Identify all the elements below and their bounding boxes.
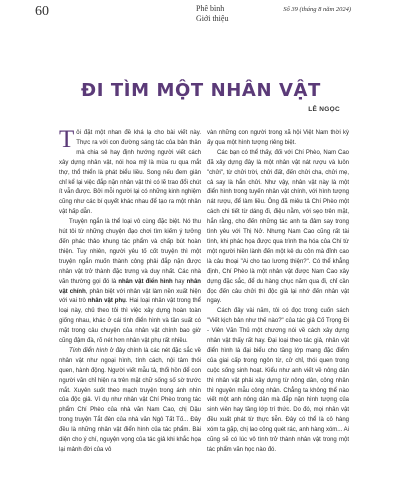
section-line-2: Giới thiệu xyxy=(196,14,229,23)
paragraph: Các bạn có thể thấy, đối với Chí Phèo, Nam Cao đã xây dựng đây là một nhân vật nát rượu và luôn "chửi", từ chửi trời, chửi đất, đến chửi cha, chửi mẹ, cả say là hắn chửi. Như vậy, nhân vật này là một điển hình trong tuyến nhân vật chính, với hình tượng nát rượu, để làm liều. Ông đã miêu tả Chí Phèo một cách chi tiết từ dáng đi, điệu nằm, với sẹo trên mặt, hắn rằng, cho đến những tác anh ta đâm say trong tình yêu với Thị Nở. Nhưng Nam Cao cũng rất tài tình, khi phác họa được qua trình tha hóa của Chí từ một người hiền lành đến một kẻ du côn mà đỉnh cao là câu thoại "Ai cho tao lương thiện?". Có thể khẳng định, Chí Phèo là một nhân vật được Nam Cao xây dựng đặc sắc, để du hàng chục năm qua đi, chỉ cần đọc đến câu chửi thì độc giả lại nhớ đến nhân vật ngay. xyxy=(207,149,349,305)
author-name: LÊ NGỌC xyxy=(308,106,340,113)
article-title: ĐI TÌM MỘT NHÂN VẬT xyxy=(81,80,321,101)
bold-term: nhân vật phụ xyxy=(87,298,126,305)
article-column-right xyxy=(207,129,349,456)
page-number: 60 xyxy=(35,4,49,19)
article-column-left xyxy=(59,126,201,456)
paragraph: vàn những con người trong xã hội Việt Nam thời kỳ ấy qua một hình tượng riêng biệt. xyxy=(207,130,349,146)
section-label xyxy=(196,4,228,24)
italic-term: Tính điển hình xyxy=(69,347,108,354)
paragraph: Cách đây vài năm, tôi có đọc trong cuốn sách "Viết kịch bản như thế nào?" của tác giả Cố Trọng Đi - Viên Văn Thủ một chương nói về cách xây dựng nhân vật thấy rất hay. Đại loại theo tác giả, nhân vật điển hình là đại biểu cho tầng lớp mang đặc điểm của giai cấp trong ngôn từ, cử chỉ, thói quen trong cuộc sống sinh hoạt. Kiểu như anh viết về nông dân thì nhân vật phải xây dựng từ nông dân, công nhân thì nguyên mẫu công nhân. Chẳng ta không thể nào viết một anh nông dân mà đắp nặn hình tượng của sinh viên hay tầng lớp trí thức. Do đó, mọi nhân vật đều xuất phát từ thực tiễn. Đây có thể là cô hàng xóm ta gặp, chị lao công quét rác, anh hàng xóm... Ai cũng sẽ có lúc vô tình trở thành nhân vật trong một tác phẩm văn học nào đó. xyxy=(207,308,349,453)
bold-term: nhân vật chính xyxy=(59,278,201,295)
section-line-1: Phê bình xyxy=(196,4,225,13)
issue-label: Số 39 (tháng 8 năm 2024) xyxy=(283,6,351,13)
paragraph: Truyện ngắn là thể loại vô cùng đặc biệt. Nó thu hút tôi từ những chuyện đạo chơi tìm kiếm ý tưởng đến phác thảo khung tác phẩm và chấp bút hoàn thiện. Tuy nhiên, người yêu tố cốt truyện thì một truyện ngắn muốn thành công phải đắp nặn được nhân vật trở thành đặc trưng và duy nhất. Các nhà văn thường gọi đó là nhân vật điển hình hay nhân vật chính, phân biệt với nhân vật làm nền xuất hiện với vai trò nhân vật phụ. Hai loại nhân vật trong thể loại này, chủ theo tôi thì việc xây dựng hoàn toàn giống nhau, khác ở cái tình điển hình và tần suất có mặt trong câu chuyện của nhân vật chính bao giờ cũng đậm đà, rõ nét hơn nhân vật phụ rất nhiều. xyxy=(59,219,201,345)
bold-term: nhân vật điển hình xyxy=(118,278,173,285)
paragraph: Tôi đặt một nhan đề khá lạ cho bài viết này. Thực ra với con đường sáng tác của bản thân mà chia sẻ hay định hướng người viết cách xây dựng nhân vật, nói hoa mỹ là mùa ru qua mắt thợ, thổ thiển là phát biểu liều. Song nếu đem giản chỉ kể lại việc đắp nặn nhân vật thì có lẽ trao đổi chút ít vẫn được. Bởi mỗi người lại có những kinh nghiệm cũng như các bí quyết khác nhau để tạo ra một nhân vật hấp dẫn. xyxy=(59,126,201,216)
drop-cap: T xyxy=(59,126,75,153)
paragraph: Tính điển hình ở đây chính là các nét đặc sắc về nhân vật như ngoại hình, tính cách, nội tâm thói quen, hành động. Người viết mẫu tả, thổi hồn để con người văn chỉ hiện ra trên mặt chữ sống số sờ trước mắt. Xuyên suốt theo mạch truyện trong ánh nhìn của độc giả. Ví dụ như nhân vật Chí Phèo trong tác phẩm Chí Phèo của nhà văn Nam Cao, chị Dậu trong truyện Tắt đèn của nhà văn Ngô Tất Tố... Đây đều là những nhân vật điển hình của tác phẩm. Bài diện cho ý chí, nguyện vọng của tác giả khi khắc họa lại mảnh đời của vô xyxy=(59,347,201,453)
